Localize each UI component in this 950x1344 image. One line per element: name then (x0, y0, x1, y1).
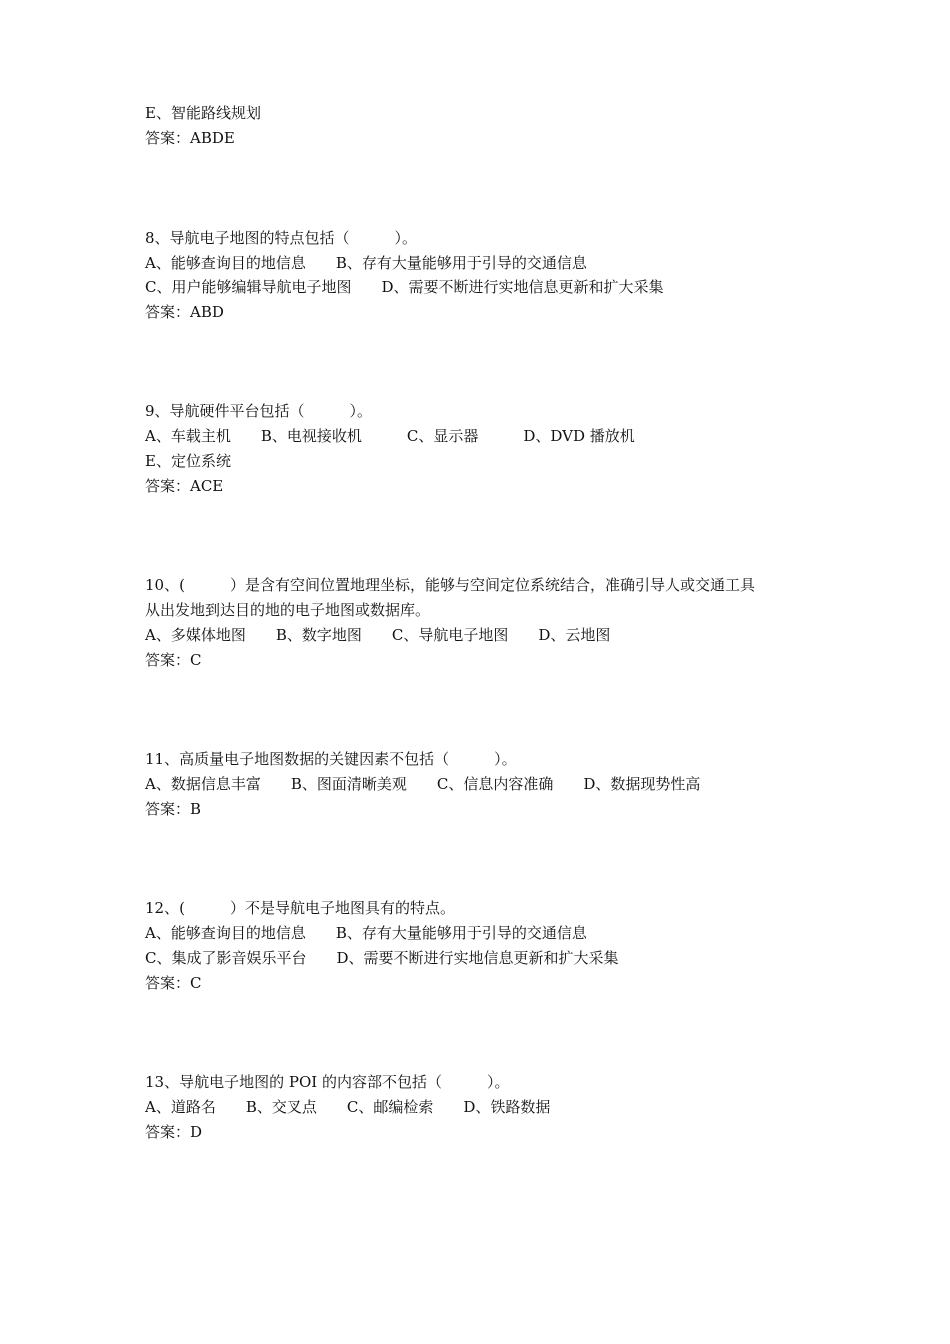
question-stem: 12、( ）不是导航电子地图具有的特点。 (145, 899, 455, 917)
option-line: A、数据信息丰富 B、图面清晰美观 C、信息内容准确 D、数据现势性高 (145, 775, 701, 793)
option-line: A、能够查询目的地信息 B、存有大量能够用于引导的交通信息 (145, 254, 587, 272)
question-stem-continued: 从出发地到达目的地的电子地图或数据库。 (145, 601, 431, 619)
answer-line: 答案：ABDE (145, 129, 235, 147)
question-stem: 10、( ）是含有空间位置地理坐标，能够与空间定位系统结合，准确引导人或交通工具 (145, 576, 755, 594)
option-line: A、车载主机 B、电视接收机 C、显示器 D、DVD 播放机 (145, 427, 635, 445)
answer-line: 答案：ABD (145, 303, 224, 321)
answer-line: 答案：D (145, 1123, 203, 1141)
option-line: C、用户能够编辑导航电子地图 D、需要不断进行实地信息更新和扩大采集 (145, 278, 664, 296)
answer-line: 答案：B (145, 800, 202, 818)
question-stem: 9、导航硬件平台包括（ ）。 (145, 402, 373, 420)
option-line: A、多媒体地图 B、数字地图 C、导航电子地图 D、云地图 (145, 626, 611, 644)
answer-line: 答案：C (145, 651, 202, 669)
question-stem: 11、高质量电子地图数据的关键因素不包括（ ）。 (145, 750, 517, 768)
answer-line: 答案：ACE (145, 477, 224, 495)
option-line: A、能够查询目的地信息 B、存有大量能够用于引导的交通信息 (145, 924, 587, 942)
option-line: E、智能路线规划 (145, 104, 261, 122)
option-line: A、道路名 B、交叉点 C、邮编检索 D、铁路数据 (145, 1098, 551, 1116)
answer-line: 答案：C (145, 974, 202, 992)
option-line: E、定位系统 (145, 452, 231, 470)
option-line: C、集成了影音娱乐平台 D、需要不断进行实地信息更新和扩大采集 (145, 949, 619, 967)
question-stem: 13、导航电子地图的 POI 的内容部不包括（ ）。 (145, 1073, 510, 1091)
question-stem: 8、导航电子地图的特点包括（ ）。 (145, 229, 418, 247)
